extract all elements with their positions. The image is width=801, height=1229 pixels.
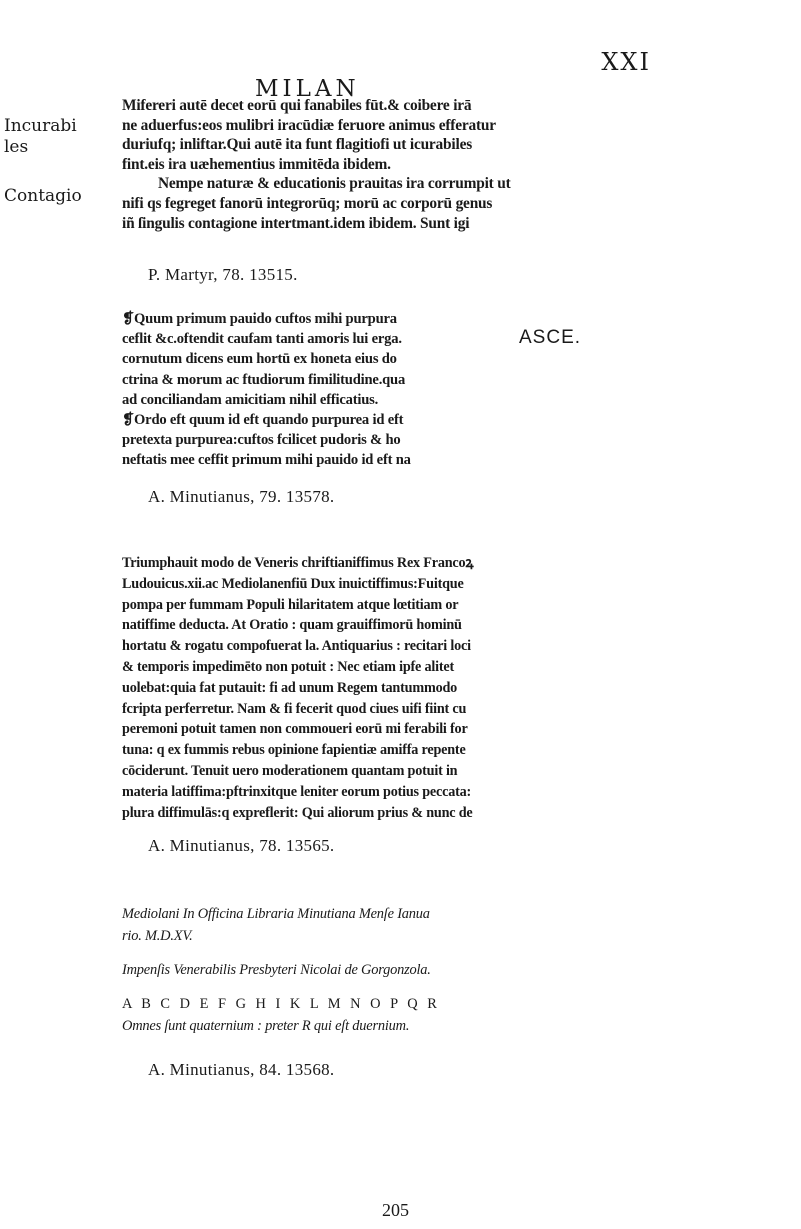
specimen-line: ceflit &c.oftendit caufam tanti amoris lui erga.	[122, 331, 402, 348]
specimen-line: ❡Quum primum pauido cuftos mihi purpura	[122, 311, 397, 327]
specimen-line: pretexta purpurea:cuftos fcilicet pudoris & ho	[122, 432, 401, 449]
specimen-line: Omnes ſunt quaternium : preter R qui eſt duernium.	[122, 1018, 410, 1034]
specimen-line: Nempe naturæ & educationis prauitas ira corrumpit ut	[158, 175, 511, 193]
specimen-line: rio. M.D.XV.	[122, 928, 193, 944]
margin-note-les: les	[4, 137, 29, 157]
running-head: MILAN	[255, 76, 360, 102]
page-number-top: XXI	[601, 48, 651, 76]
specimen-line: plura diffimulās:q expreflerit: Qui aliorum prius & nunc de	[122, 804, 473, 821]
specimen-line: A B C D E F G H I K L M N O P Q R	[122, 996, 440, 1012]
specimen-line: duriufq; inliftar.Qui autē ita funt flagitiofi ut icurabiles	[122, 136, 472, 154]
specimen-line: ad conciliandam amicitiam nihil efficatius.	[122, 391, 379, 408]
specimen-caption: P. Martyr, 78. 13515.	[148, 265, 298, 284]
specimen-line: uolebat:quia fat putauit: fi ad unum Regem tantummodo	[122, 679, 458, 696]
page-number-bottom: 205	[382, 1200, 409, 1220]
specimen-line: nifi qs fegreget fanorū integrorūq; morū ac corporū genus	[122, 194, 493, 212]
specimen-line: & temporis impedimēto non potuit : Nec etiam ipfe alitet	[122, 658, 454, 675]
specimen-line: ctrina & morum ac ftudiorum fimilitudine.qua	[122, 371, 406, 388]
margin-note-incurabi: Incurabi	[4, 116, 77, 136]
side-label: ASCE.	[519, 327, 582, 348]
specimen-caption: A. Minutianus, 78. 13565.	[148, 836, 335, 855]
specimen-line: materia latiffima:pftrinxitque leniter eorum potius peccata:	[122, 783, 472, 800]
specimen-line: Ludouicus.xii.ac Mediolanenfiū Dux inuictiffimus:Fuitque	[122, 575, 464, 592]
specimen-line: peremoni potuit tamen non commoueri eorū mi ferabili for	[122, 721, 468, 738]
specimen-caption: A. Minutianus, 84. 13568.	[148, 1060, 335, 1079]
specimen-caption: A. Minutianus, 79. 13578.	[148, 487, 335, 506]
type-specimen-2	[122, 309, 582, 471]
type-specimen-1	[122, 96, 682, 233]
specimen-line: iñ ſingulis contagione intertmant.idem ibidem. Sunt igi	[122, 214, 470, 232]
specimen-line: natiffime deducta. At Oratio : quam grauiffimorū hominū	[122, 617, 462, 634]
specimen-line: Impenſis Venerabilis Presbyteri Nicolai de Gorgonzola.	[122, 962, 431, 978]
specimen-line: Mediolani In Officina Libraria Minutiana Menſe Ianua	[122, 906, 430, 922]
specimen-line: ne aduerfus:eos mulibri iracūdiæ feruore animus efferatur	[122, 116, 496, 134]
specimen-line: neftatis mee ceffit primum mihi pauido id eft na	[122, 452, 411, 469]
specimen-line: fcripta perferretur. Nam & fi fecerit quod ciues uifi fiint cu	[122, 700, 467, 717]
specimen-line: pompa per fummam Populi hilaritatem atque lœtitiam or	[122, 596, 459, 613]
specimen-line: fint.eis ira uæhementius immitēda ibidem.	[122, 155, 391, 173]
specimen-line: cōciderunt. Tenuit uero moderationem quantam potuit in	[122, 762, 458, 779]
specimen-line: hortatu & rogatu compofuerat la. Antiquarius : recitari loci	[122, 638, 471, 655]
type-specimen-4	[122, 903, 642, 1037]
margin-note-contagio: Contagio	[4, 186, 82, 206]
specimen-line: ❡Ordo eft quum id eft quando purpurea id eft	[122, 412, 404, 429]
specimen-line: Mifereri autē decet eorū qui fanabiles fūt.& coibere irā	[122, 97, 472, 114]
type-specimen-3	[122, 553, 672, 823]
specimen-line: cornutum dicens eum hortū ex honeta eius do	[122, 351, 397, 368]
specimen-line: tuna: q ex fummis rebus opinione fapientiæ amiffa repente	[122, 742, 466, 759]
specimen-line: Triumphauit modo de Veneris chriftianiffimus Rex Francoꝝ	[122, 555, 474, 571]
